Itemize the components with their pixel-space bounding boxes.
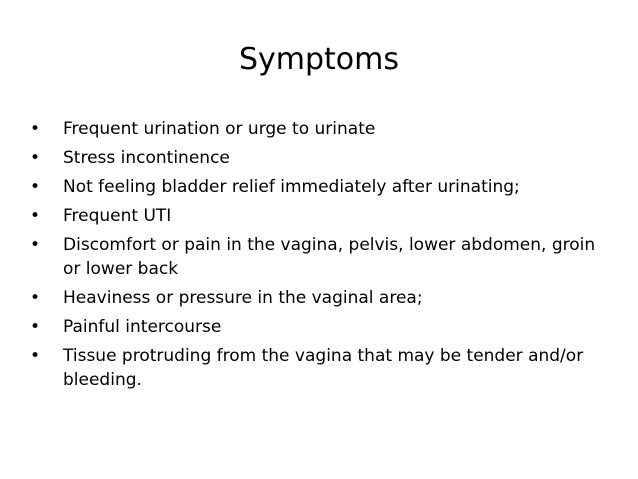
- bullet-icon: •: [30, 177, 41, 197]
- list-item: [30, 175, 615, 199]
- bullet-icon: •: [30, 148, 41, 168]
- bullet-icon: •: [30, 235, 41, 255]
- bullet-icon: •: [30, 317, 41, 337]
- symptoms-list: [30, 117, 615, 397]
- list-item-text: Frequent UTI: [63, 206, 172, 226]
- slide-title: Symptoms: [238, 42, 400, 77]
- list-item: [30, 315, 615, 339]
- list-item-text: Frequent urination or urge to urinate: [63, 119, 376, 139]
- list-item-text: Painful intercourse: [63, 317, 222, 337]
- list-item: [30, 286, 615, 310]
- bullet-icon: •: [30, 346, 41, 366]
- list-item: [30, 204, 615, 228]
- list-item-text: Not feeling bladder relief immediately after urinating;: [63, 177, 520, 197]
- list-item-text: Tissue protruding from the vagina that may be tender and/or bleeding.: [63, 346, 584, 390]
- list-item-text: Discomfort or pain in the vagina, pelvis, lower abdomen, groin or lower back: [63, 235, 596, 279]
- bullet-icon: •: [30, 206, 41, 226]
- list-item: [30, 146, 615, 170]
- list-item: [30, 344, 615, 392]
- list-item-text: Stress incontinence: [63, 148, 230, 168]
- list-item: [30, 233, 615, 281]
- list-item: [30, 117, 615, 141]
- list-item-text: Heaviness or pressure in the vaginal area;: [63, 288, 423, 308]
- bullet-icon: •: [30, 288, 41, 308]
- bullet-icon: •: [30, 119, 41, 139]
